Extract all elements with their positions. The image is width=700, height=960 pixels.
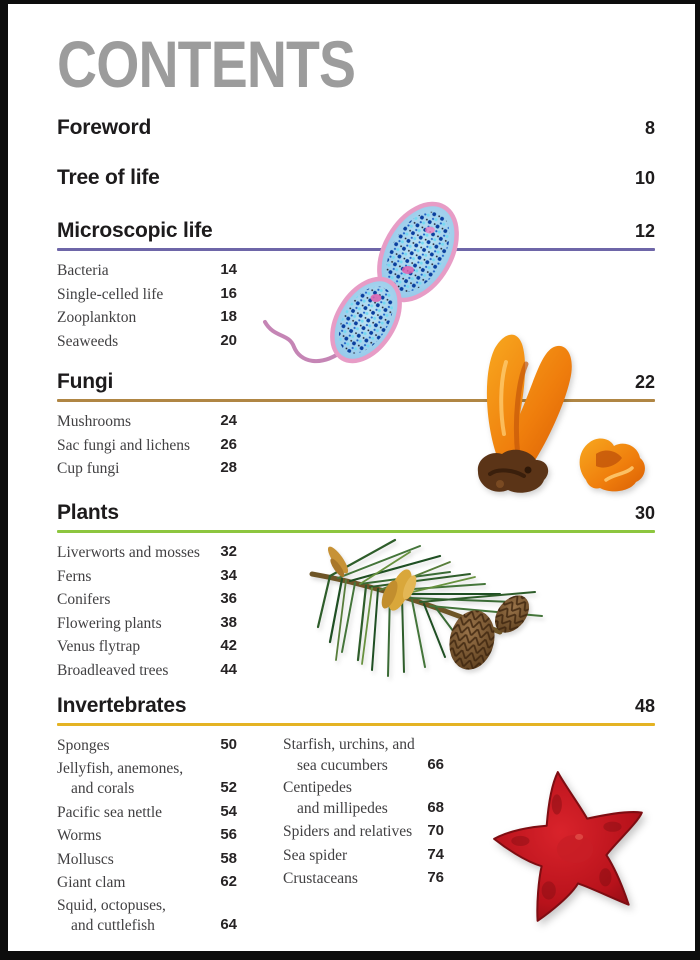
toc-item-page: 20 [220, 331, 237, 349]
toc-item [57, 307, 237, 329]
section-page: 30 [634, 503, 655, 523]
toc-item [283, 735, 444, 776]
toc-item-label: Conifers [57, 591, 111, 608]
toc-item-label: Bacteria [57, 262, 109, 279]
toc-item-page: 42 [220, 637, 237, 654]
toc-item [57, 284, 237, 306]
section-items [57, 411, 237, 480]
toc-item-label: Broadleaved trees [57, 661, 169, 679]
toc-item-label: Spiders and relatives [283, 823, 413, 840]
toc-item-label: Sponges [57, 737, 110, 754]
toc-item [283, 868, 444, 890]
book-page [8, 4, 695, 951]
toc-item-page: 74 [427, 845, 444, 863]
toc-item [57, 613, 237, 635]
toc-row-page: 8 [644, 118, 655, 138]
toc-item-label: Centipedes [283, 779, 352, 796]
toc-item-page: 36 [220, 590, 237, 607]
toc-item-label: Mushrooms [57, 413, 132, 430]
toc-item-page: 16 [220, 284, 237, 302]
toc-item-label-line2: and millipedes [297, 799, 388, 817]
section-page: 12 [634, 221, 655, 241]
section-page: 48 [634, 696, 655, 716]
toc-item-label: Starfish, urchins, and [283, 736, 415, 753]
toc-item-label: Sac fungi and lichens [57, 436, 191, 454]
toc-item [57, 849, 237, 871]
toc-item-page: 24 [220, 412, 237, 429]
bacteria-illustration [258, 200, 473, 368]
toc-item-page: 26 [220, 435, 237, 453]
toc-item [57, 735, 237, 757]
toc-item [57, 872, 237, 894]
page-title: CONTENTS [57, 27, 356, 101]
section-label: Microscopic life [57, 219, 213, 242]
toc-item-label: Jellyfish, anemones, [57, 759, 184, 777]
toc-item-page: 66 [427, 755, 444, 773]
section-heading [57, 501, 655, 525]
toc-item [57, 802, 237, 824]
toc-item-label-line2: and cuttlefish [71, 917, 155, 934]
toc-row-foreword [57, 116, 655, 140]
toc-item-page: 14 [220, 261, 237, 278]
section-rule [57, 723, 655, 726]
toc-item [57, 896, 237, 937]
section-label: Plants [57, 501, 119, 524]
toc-item [57, 759, 237, 800]
toc-row-tree-of-life [57, 166, 655, 190]
jelly-fungus-illustration [448, 322, 658, 500]
toc-item-label: Zooplankton [57, 309, 137, 326]
toc-item [283, 778, 444, 819]
toc-item-page: 38 [220, 613, 237, 631]
toc-item [57, 331, 237, 353]
toc-item-page: 76 [427, 869, 444, 886]
toc-item-page: 28 [220, 459, 237, 476]
toc-item-page: 58 [220, 849, 237, 867]
toc-item-page: 44 [220, 660, 237, 678]
toc-item [57, 589, 237, 611]
toc-item [57, 542, 237, 564]
toc-row-page: 10 [634, 168, 655, 188]
toc-item-page: 68 [427, 798, 444, 816]
toc-item-page: 54 [220, 802, 237, 820]
section-items-col1 [57, 735, 237, 939]
toc-item-label: Single-celled life [57, 285, 164, 303]
section-items [57, 542, 237, 681]
toc-item [57, 411, 237, 433]
toc-item-page: 50 [220, 736, 237, 753]
toc-item-label-line2: and corals [71, 780, 135, 797]
toc-item [57, 636, 237, 658]
toc-item-page: 56 [220, 826, 237, 843]
toc-item [57, 260, 237, 282]
toc-item-label: Ferns [57, 567, 92, 585]
section-label: Invertebrates [57, 694, 187, 717]
toc-item-label: Venus flytrap [57, 638, 141, 655]
toc-item-label: Worms [57, 827, 102, 844]
toc-item-page: 18 [220, 308, 237, 325]
toc-item-label: Pacific sea nettle [57, 803, 163, 821]
toc-item-label: Giant clam [57, 874, 126, 891]
toc-row-label: Tree of life [57, 166, 160, 189]
toc-item-page: 62 [220, 873, 237, 890]
toc-item-label: Squid, octopuses, [57, 896, 166, 914]
toc-item [57, 660, 237, 682]
toc-item-label: Flowering plants [57, 614, 162, 632]
section-label: Fungi [57, 370, 114, 393]
toc-item-label: Crustaceans [283, 870, 358, 887]
toc-item [57, 435, 237, 457]
toc-item-page: 32 [220, 543, 237, 560]
section-heading [57, 694, 655, 718]
toc-item-label: Cup fungi [57, 460, 120, 477]
toc-item [283, 821, 444, 843]
toc-item-page: 64 [220, 916, 237, 933]
toc-item-label: Sea spider [283, 846, 348, 864]
section-items [57, 260, 237, 352]
toc-item [57, 825, 237, 847]
toc-item-label: Molluscs [57, 850, 114, 868]
toc-item [283, 845, 444, 867]
toc-item-page: 70 [427, 822, 444, 839]
toc-row-label: Foreword [57, 116, 152, 139]
toc-item [57, 458, 237, 480]
toc-item-label: Seaweeds [57, 332, 119, 350]
column-gap [237, 735, 283, 939]
section-items-col2 [283, 735, 444, 939]
starfish-illustration [486, 764, 658, 934]
section-page: 22 [634, 372, 655, 392]
toc-item-label-line2: sea cucumbers [297, 756, 388, 774]
toc-item-label: Liverworts and mosses [57, 544, 200, 561]
toc-item-page: 34 [220, 566, 237, 584]
pine-branch-illustration [300, 532, 550, 682]
toc-item [57, 566, 237, 588]
toc-item-page: 52 [220, 779, 237, 796]
